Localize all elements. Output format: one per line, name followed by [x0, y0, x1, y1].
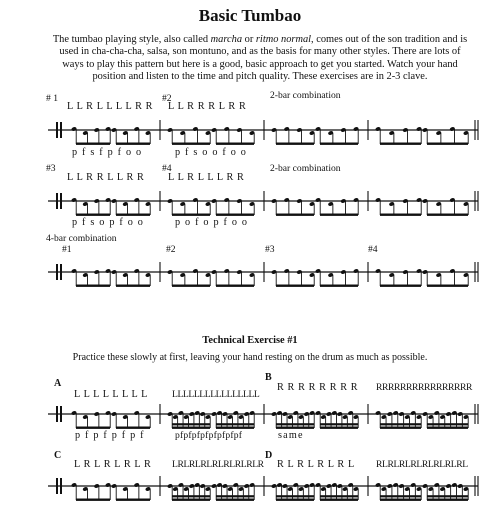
exercise-3-strokes: p f s o p f o o [72, 217, 145, 228]
exercise-2-sticking: L L R R R L R R [168, 101, 247, 112]
note-beam [172, 285, 210, 287]
percussion-clef [56, 478, 58, 494]
section-c-sticking-8: L R L R L R L R [74, 459, 152, 470]
note-beam [116, 427, 150, 429]
exercise-4-strokes: p o f o p f o o [175, 217, 249, 228]
section-a-strokes-16: pfpfpfpfpfpfpfpf [175, 430, 243, 441]
note-beam [216, 427, 254, 429]
note-beam [172, 427, 210, 429]
technical-exercise-title: Technical Exercise #1 [202, 335, 298, 346]
percussion-clef [56, 406, 58, 422]
note-beam [172, 495, 210, 497]
note-beam [320, 143, 358, 145]
section-b-sticking-8: R R R R R R R R [277, 382, 359, 393]
percussion-clef [60, 193, 62, 209]
note-beam [320, 214, 358, 216]
note-beam [216, 143, 254, 145]
note-beam [427, 495, 468, 497]
section-b-sticking-16: RRRRRRRRRRRRRRRR [376, 382, 472, 393]
section-a-label: A [54, 378, 62, 389]
note-beam [427, 285, 468, 287]
four-bar-combination-label: 4-bar combination [46, 233, 117, 244]
two-bar-combination-label: 2-bar combination [270, 90, 341, 101]
exercise-3-sticking: L L R R L L R R [67, 172, 145, 183]
note-beam [172, 214, 210, 216]
percussion-clef [60, 264, 62, 280]
note-beam [276, 427, 314, 429]
technical-exercise-intro: Practice these slowly at first, leaving your hand resting on the drum as much as possible. [72, 352, 428, 363]
note-beam [76, 143, 110, 145]
exercise-1-number: # 1 [46, 93, 58, 104]
exercise-2-number: #2 [162, 93, 172, 104]
note-beam [427, 143, 468, 145]
note-beam [320, 495, 358, 497]
section-d-label: D [265, 450, 273, 461]
intro-text-run: , comes out of the son tradition and is used in cha-cha-cha, salsa, son montuno, and as the basis for many other styles. There are lots of ways to play this pattern but here is a good, basic approach to get you started. Watch your hand position and listen to the time and pitch quality. These exercises are in 2-3 clave. [59, 34, 468, 83]
staff-row-1 [0, 112, 500, 152]
intro-text-run: ritmo normal [255, 34, 312, 45]
section-c-label: C [54, 450, 62, 461]
note-beam [216, 285, 254, 287]
combination-bar-4-number: #4 [368, 244, 378, 255]
note-beam [320, 423, 358, 425]
section-a-strokes-8: p f p f p f p f [75, 430, 145, 441]
intro-text-run: marcha [210, 34, 243, 45]
section-b-strokes-note: same [278, 430, 304, 441]
intro-text-run: The tumbao playing style, also called [52, 34, 211, 45]
combination-bar-1-number: #1 [62, 244, 72, 255]
note-beam [172, 143, 210, 145]
staff-row-3 [0, 254, 500, 294]
percussion-clef [56, 122, 58, 138]
note-beam [116, 285, 150, 287]
note-beam [380, 423, 421, 425]
note-beam [216, 423, 254, 425]
percussion-clef [60, 122, 62, 138]
note-beam [380, 143, 421, 145]
intro-text-run: or [242, 34, 256, 45]
percussion-clef [56, 193, 58, 209]
note-beam [380, 285, 421, 287]
combination-bar-3-number: #3 [265, 244, 275, 255]
section-b-label: B [265, 372, 272, 383]
exercise-1-sticking: L L R L L L L R R [67, 101, 154, 112]
note-beam [276, 214, 314, 216]
note-beam [427, 423, 468, 425]
note-beam [380, 427, 421, 429]
exercise-1-strokes: p f s f p f o o [72, 147, 143, 158]
note-beam [172, 423, 210, 425]
section-c-sticking-16: LRLRLRLRLRLRLRLR [172, 459, 264, 470]
percussion-clef [60, 478, 62, 494]
note-beam [216, 495, 254, 497]
exercise-2-strokes: p f s o o f o o [175, 147, 248, 158]
section-a-sticking-8: L L L L L L L L [74, 389, 148, 400]
percussion-clef [60, 406, 62, 422]
section-a-sticking-16: LLLLLLLLLLLLLLLL [172, 389, 260, 400]
note-beam [116, 143, 150, 145]
note-beam [276, 423, 314, 425]
note-beam [380, 495, 421, 497]
exercise-4-sticking: L L R L L L R R [168, 172, 245, 183]
two-bar-combination-label: 2-bar combination [270, 163, 341, 174]
note-beam [380, 214, 421, 216]
intro-paragraph [48, 34, 472, 84]
note-beam [76, 214, 110, 216]
exercise-4-number: #4 [162, 163, 172, 174]
exercise-3-number: #3 [46, 163, 56, 174]
staff-section-cd [0, 468, 500, 508]
note-beam [320, 427, 358, 429]
percussion-clef [56, 264, 58, 280]
combination-bar-2-number: #2 [166, 244, 176, 255]
note-beam [116, 214, 150, 216]
note-beam [276, 495, 314, 497]
note-beam [216, 214, 254, 216]
note-beam [427, 214, 468, 216]
note-beam [427, 427, 468, 429]
note-beam [320, 285, 358, 287]
note-beam [276, 285, 314, 287]
page-title: Basic Tumbao [198, 6, 302, 25]
section-d-sticking-16: RLRLRLRLRLRLRLRL [376, 459, 468, 470]
note-beam [76, 285, 110, 287]
note-beam [276, 143, 314, 145]
section-d-sticking-8: R L R L R L R L [277, 459, 355, 470]
note-beam [76, 427, 110, 429]
